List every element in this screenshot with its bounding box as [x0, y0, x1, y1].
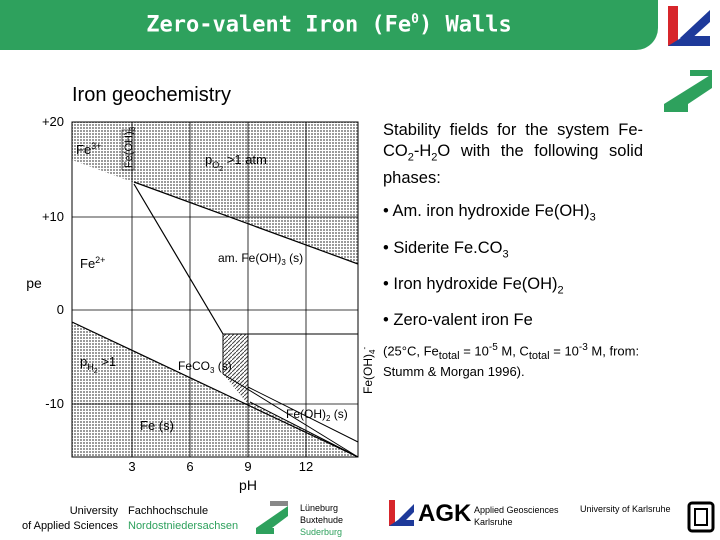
- page-title: Zero-valent Iron (Fe$^0$) Walls: [146, 12, 512, 38]
- phase-list: [383, 201, 643, 331]
- conditions-note: (25°C, $Fe_{total} = 10^{-5}$ M, $C_{total} = 10^{-3}$ M, from: Stumm & Morgan 1996).: [383, 342, 640, 380]
- intro-text: Stability fields for the system $Fe-CO_2-H_2O$ with the following solid phases:: [383, 121, 643, 188]
- footer-cities: Lüneburg Buxtehude Suderburg: [300, 503, 344, 537]
- list-item: • Siderite $Fe.CO_3$: [383, 238, 509, 260]
- x-tick: 9: [244, 459, 252, 474]
- agk-logo: AGK: [418, 500, 472, 527]
- list-item: • Iron hydroxide $Fe(OH)_2$: [383, 274, 564, 297]
- field-fe3: $Fe^{3+}$: [76, 141, 102, 157]
- agk-subtitle: Applied Geosciences Karlsruhe: [474, 505, 559, 527]
- field-po2: $p_{O2} >1$ atm: [205, 152, 267, 173]
- y-tick: +10: [41, 209, 64, 224]
- x-tick: 12: [298, 459, 314, 474]
- y-tick: 0: [56, 302, 64, 317]
- footer-karlsruhe: University of Karlsruhe: [580, 504, 671, 514]
- fh-small-logo-icon: [252, 498, 292, 538]
- kit-logo-icon: [660, 2, 718, 54]
- x-axis-label: pH: [239, 477, 257, 493]
- list-item: • Zero-valent iron Fe: [383, 311, 533, 330]
- x-tick: 6: [186, 459, 194, 474]
- field-feoh3-top: $Fe(OH)_3$: [123, 126, 137, 168]
- y-tick: +20: [41, 114, 64, 129]
- footer-university: University of Applied Sciences: [21, 505, 118, 532]
- description-panel: [383, 120, 643, 380]
- pourbaix-diagram: [20, 112, 385, 497]
- field-ph2: $p_{H2} >1$: [80, 354, 117, 375]
- field-feco3: FeCO$_3$ (s): [178, 359, 232, 375]
- field-feoh2: $Fe(OH)_2$ (s): [286, 407, 348, 423]
- field-am-feoh3: am. $Fe(OH)_3$ (s): [218, 251, 304, 267]
- y-tick: -10: [45, 396, 64, 411]
- field-fe2: $Fe^{2+}$: [80, 255, 106, 271]
- field-feoh4: $Fe(OH)_4^-$: [360, 346, 377, 394]
- fh-logo-icon: [660, 68, 718, 120]
- y-axis-label: pe: [26, 275, 42, 291]
- section-heading: Iron geochemistry: [72, 84, 231, 106]
- kit-small-logo-icon: [386, 498, 418, 532]
- x-tick: 3: [128, 459, 136, 474]
- title-bar: [0, 0, 658, 50]
- list-item: • Am. iron hydroxide $Fe(OH)_3$: [383, 202, 596, 224]
- field-fe-s: Fe (s): [140, 418, 174, 433]
- karlsruhe-emblem-icon: [686, 500, 716, 534]
- footer-fachhochschule: Fachhochschule Nordostniedersachsen: [128, 505, 239, 532]
- footer: [0, 496, 720, 540]
